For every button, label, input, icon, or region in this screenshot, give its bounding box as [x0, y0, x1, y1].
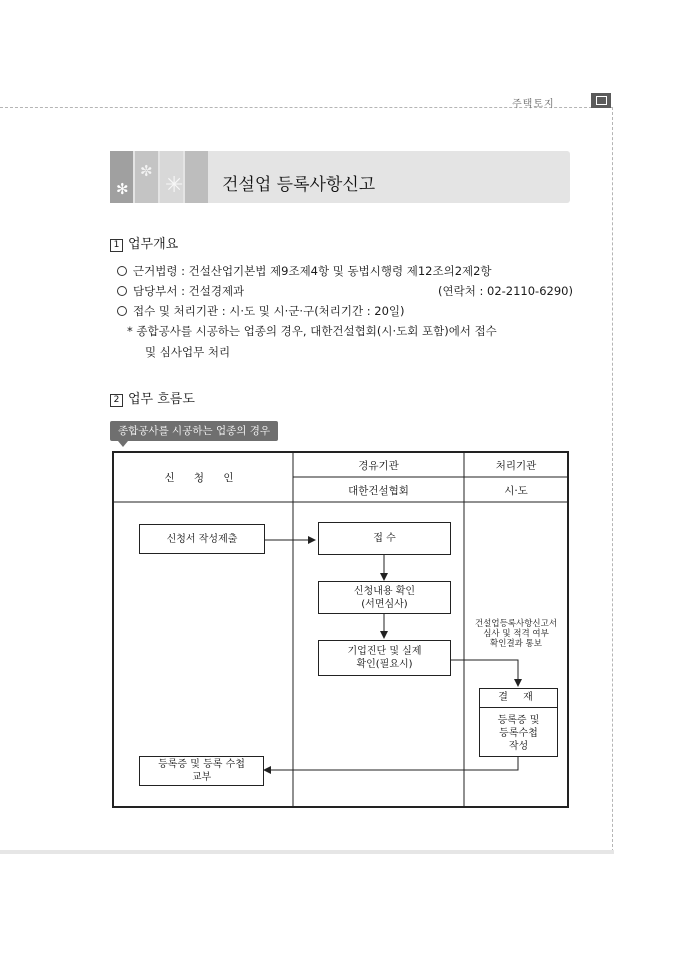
notice-line: 확인결과 통보	[490, 639, 542, 649]
case-tag: 종합공사를 시공하는 업종의 경우	[110, 421, 278, 441]
process-box-label: 등록수첩	[499, 728, 538, 739]
notice-line: 건설업등록사항신고서	[474, 619, 558, 629]
flower-icon: ✼	[140, 162, 153, 180]
column-subheader-processor: 시·도	[504, 485, 528, 497]
process-box-receive	[318, 522, 451, 555]
notice-line: 심사 및 적격 여부	[483, 629, 549, 639]
section-heading-text: 업무개요	[128, 237, 179, 252]
page-title: 건설업 등록사항신고	[222, 175, 376, 195]
process-box-label: 접 수	[373, 533, 396, 544]
running-header: 주택토지	[512, 99, 555, 110]
process-box-label: 등록증 및	[497, 715, 540, 726]
approve-title: 결 재	[480, 689, 557, 708]
process-box-label: 작성	[508, 741, 529, 752]
process-box-label: 기업진단 및 실제	[347, 646, 422, 657]
list-item-text: 근거법령 : 건설산업기본법 제9조제4항 및 동법시행령 제12조의2제2항	[133, 264, 492, 278]
column-header-processor: 처리기관	[495, 460, 537, 472]
note-text: * 종합공사를 시공하는 업종의 경우, 대한건설협회(시·도회 포함)에서 접수	[127, 324, 497, 338]
list-item-text: 담당부서 : 건설경제과	[133, 284, 245, 298]
process-box-approve	[479, 688, 558, 757]
arrow-approve-to-issue	[264, 757, 518, 770]
section-number: 1	[110, 239, 123, 252]
process-box-label: 등록증 및 등록 수첩	[158, 759, 245, 770]
contact-number: (연락처 : 02-2110-6290)	[438, 284, 573, 298]
process-box-label: (서면심사)	[361, 598, 408, 610]
process-box-label: 신청내용 확인	[353, 585, 416, 597]
flower-icon: ✳	[165, 173, 184, 198]
notice-label	[452, 619, 580, 649]
note-text: 및 심사업무 처리	[145, 345, 231, 359]
process-box-diagnose	[318, 640, 451, 676]
column-header-applicant: 신 청 인	[164, 472, 242, 484]
list-item-text: 접수 및 처리기관 : 시·도 및 시·군·구(처리기간 : 20일)	[133, 304, 405, 318]
process-box-check	[318, 581, 451, 614]
section-heading-text: 업무 흐름도	[128, 392, 195, 407]
process-box-submit	[139, 524, 265, 554]
process-box-label: 교부	[191, 772, 212, 783]
process-box-label: 확인(필요시)	[356, 659, 413, 670]
column-header-via: 경유기관	[358, 460, 399, 472]
arrow-diagnose-to-approve	[451, 660, 518, 686]
section-number: 2	[110, 394, 123, 407]
column-subheader-via: 대한건설협회	[348, 485, 409, 497]
process-box-label: 신청서 작성제출	[166, 533, 238, 545]
flower-icon: ✻	[116, 180, 129, 198]
process-box-issue	[139, 756, 264, 786]
